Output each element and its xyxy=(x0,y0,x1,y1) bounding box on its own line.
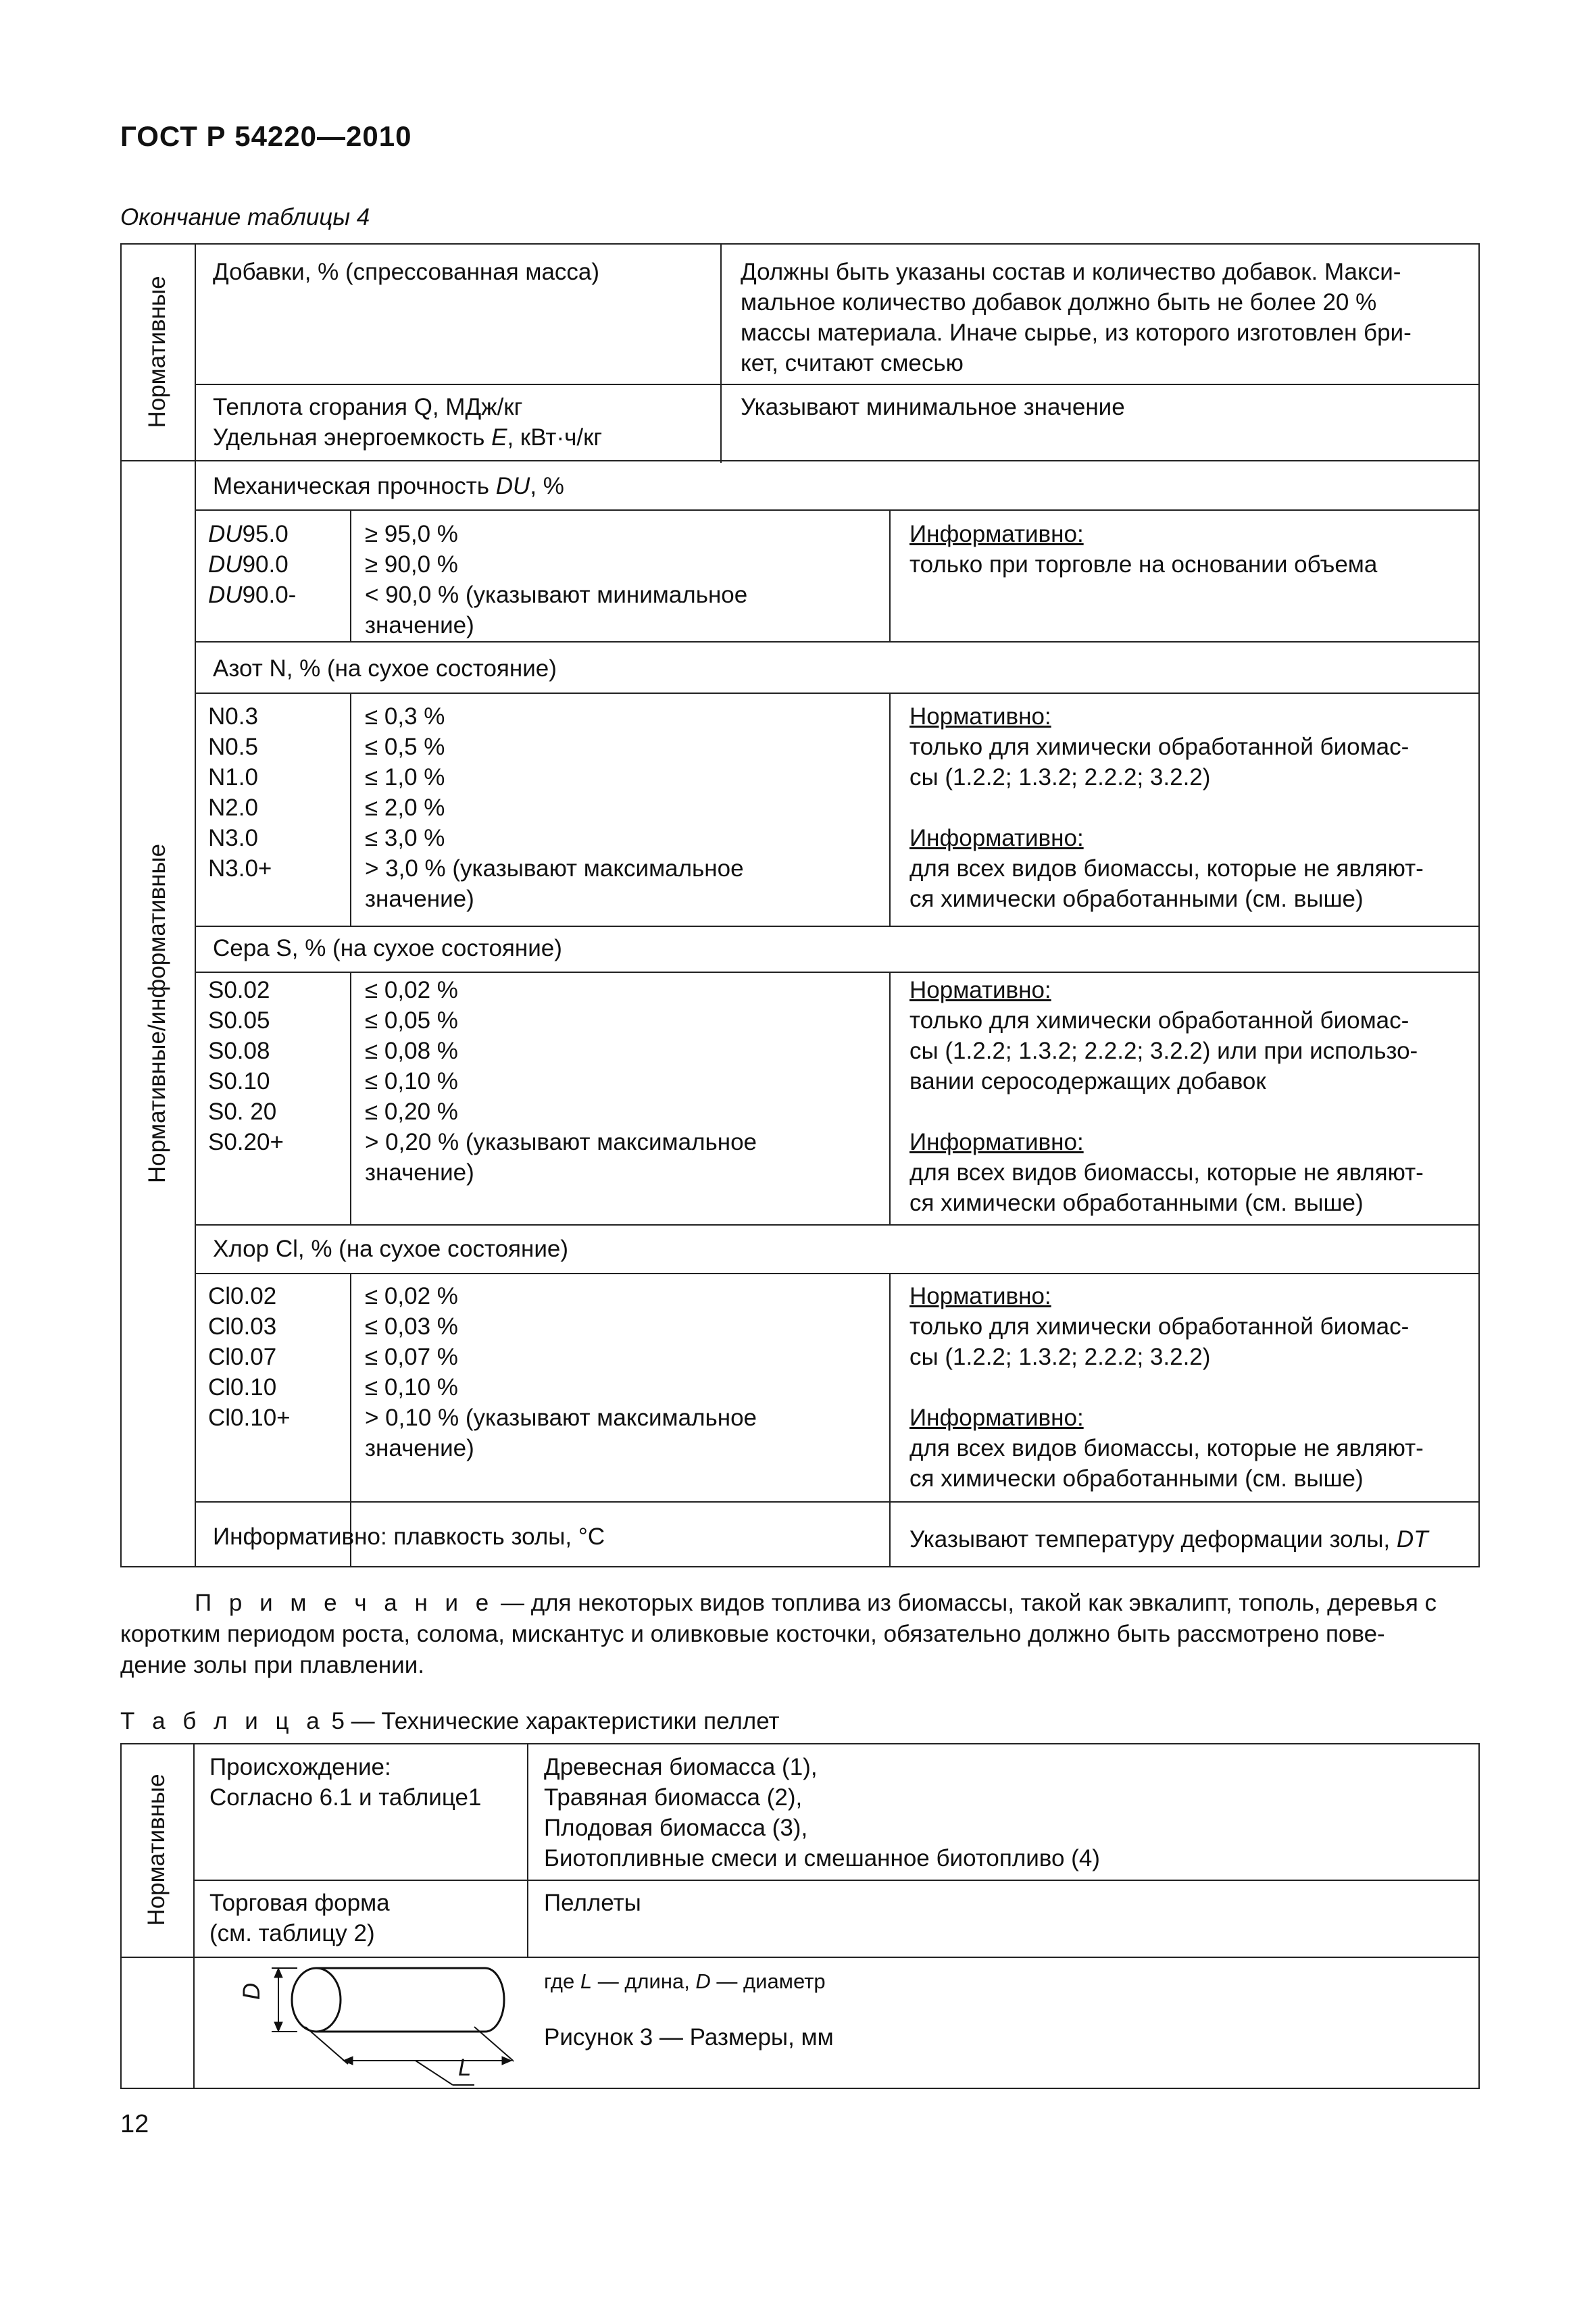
sulfur-value-cont: значение) xyxy=(365,1159,474,1186)
sulfur-code: S0.08 xyxy=(208,1038,270,1064)
durability-class-value: < 90,0 % (указывают минимальное xyxy=(365,582,748,608)
sulfur-code: S0.02 xyxy=(208,977,270,1003)
nitrogen-norm-label: Нормативно: xyxy=(909,703,1051,730)
ash-desc: Указывают температуру деформации золы, DT xyxy=(909,1526,1428,1553)
diameter-label: D xyxy=(239,1982,266,2001)
figure-legend: где L — длина, D — диаметр xyxy=(544,1969,826,1993)
additives-desc-line: кет, считают смесью xyxy=(741,350,964,376)
chlorine-value: ≤ 0,10 % xyxy=(365,1374,458,1401)
chlorine-name: Хлор Cl, % (на сухое состояние) xyxy=(213,1236,569,1262)
figure-caption: Рисунок 3 — Размеры, мм xyxy=(544,2024,834,2051)
chlorine-info-text: ся химически обработанными (см. выше) xyxy=(909,1465,1364,1492)
heat-name-line: Теплота сгорания Q, МДж/кг xyxy=(213,394,523,420)
chlorine-code: Cl0.03 xyxy=(208,1313,277,1340)
nitrogen-name: Азот N, % (на сухое состояние) xyxy=(213,655,557,682)
durability-class-value: ≥ 95,0 % xyxy=(365,521,458,547)
additives-desc-line: Должны быть указаны состав и количество добавок. Макси- xyxy=(741,259,1401,285)
nitrogen-code: N0.5 xyxy=(208,734,258,760)
table-note: П р и м е ч а н и е — для некоторых видов топлива из биомассы, такой как эвкалипт, тополь, деревья с xyxy=(195,1590,1437,1616)
nitrogen-code: N1.0 xyxy=(208,764,258,790)
origin-desc: Древесная биомасса (1), xyxy=(544,1754,818,1780)
nitrogen-norm-text: только для химически обработанной биомас- xyxy=(909,734,1410,760)
sulfur-name: Сера S, % (на сухое состояние) xyxy=(213,935,562,961)
table-note-line: коротким периодом роста, солома, мискантус и оливковые косточки, обязательно должно быть рассмотрено пове- xyxy=(120,1621,1385,1647)
durability-class-value: ≥ 90,0 % xyxy=(365,551,458,578)
sulfur-norm-text: сы (1.2.2; 1.3.2; 2.2.2; 3.2.2) или при использо- xyxy=(909,1038,1418,1064)
nitrogen-norm-text: сы (1.2.2; 1.3.2; 2.2.2; 3.2.2) xyxy=(909,764,1211,790)
chlorine-code: Cl0.10+ xyxy=(208,1405,291,1431)
origin-name: Согласно 6.1 и таблице1 xyxy=(209,1784,482,1811)
nitrogen-info-text: для всех видов биомассы, которые не являют- xyxy=(909,855,1424,882)
chlorine-code: Cl0.10 xyxy=(208,1374,277,1401)
chlorine-norm-text: только для химически обработанной биомас- xyxy=(909,1313,1410,1340)
nitrogen-info-text: ся химически обработанными (см. выше) xyxy=(909,886,1364,912)
section-label-normative: Нормативные xyxy=(144,276,170,428)
form-name: Торговая форма xyxy=(209,1890,390,1916)
nitrogen-code: N3.0 xyxy=(208,825,258,851)
nitrogen-code: N3.0+ xyxy=(208,855,272,882)
sulfur-value: ≤ 0,05 % xyxy=(365,1007,458,1034)
sulfur-norm-text: только для химически обработанной биомас- xyxy=(909,1007,1410,1034)
page-number: 12 xyxy=(120,2110,149,2138)
sulfur-info-label: Информативно: xyxy=(909,1129,1084,1155)
durability-info-label: Информативно: xyxy=(909,521,1084,547)
chlorine-value: > 0,10 % (указывают максимальное xyxy=(365,1405,757,1431)
sulfur-code: S0.05 xyxy=(208,1007,270,1034)
origin-name: Происхождение: xyxy=(209,1754,391,1780)
durability-value-cont: значение) xyxy=(365,612,474,638)
chlorine-value: ≤ 0,02 % xyxy=(365,1283,458,1309)
nitrogen-code: N2.0 xyxy=(208,795,258,821)
sulfur-code: S0. 20 xyxy=(208,1099,277,1125)
sulfur-value: ≤ 0,08 % xyxy=(365,1038,458,1064)
nitrogen-code: N0.3 xyxy=(208,703,258,730)
table-5-caption: Т а б л и ц а 5 — Технические характеристики пеллет xyxy=(120,1708,780,1734)
table-note-line: дение золы при плавлении. xyxy=(120,1652,424,1678)
sulfur-norm-text: вании серосодержащих добавок xyxy=(909,1068,1266,1095)
sulfur-info-text: ся химически обработанными (см. выше) xyxy=(909,1190,1364,1216)
durability-class-code: DU90.0- xyxy=(208,582,297,608)
sulfur-norm-label: Нормативно: xyxy=(909,977,1051,1003)
form-name: (см. таблицу 2) xyxy=(209,1920,375,1946)
nitrogen-info-label: Информативно: xyxy=(909,825,1084,851)
durability-class-code: DU90.0 xyxy=(208,551,289,578)
table-4-caption: Окончание таблицы 4 xyxy=(120,204,370,230)
nitrogen-value: ≤ 3,0 % xyxy=(365,825,445,851)
sulfur-code: S0.10 xyxy=(208,1068,270,1095)
chlorine-value: ≤ 0,07 % xyxy=(365,1344,458,1370)
nitrogen-value: ≤ 1,0 % xyxy=(365,764,445,790)
sulfur-value: ≤ 0,02 % xyxy=(365,977,458,1003)
chlorine-value-cont: значение) xyxy=(365,1435,474,1461)
chlorine-value: ≤ 0,03 % xyxy=(365,1313,458,1340)
origin-desc: Плодовая биомасса (3), xyxy=(544,1815,808,1841)
chlorine-info-label: Информативно: xyxy=(909,1405,1084,1431)
form-desc: Пеллеты xyxy=(544,1890,641,1916)
chlorine-code: Cl0.02 xyxy=(208,1283,277,1309)
sulfur-value: > 0,20 % (указывают максимальное xyxy=(365,1129,757,1155)
chlorine-norm-text: сы (1.2.2; 1.3.2; 2.2.2; 3.2.2) xyxy=(909,1344,1211,1370)
durability-name: Механическая прочность DU, % xyxy=(213,473,564,499)
heat-desc: Указывают минимальное значение xyxy=(741,394,1125,420)
additives-desc-line: массы материала. Иначе сырье, из которого изготовлен бри- xyxy=(741,320,1412,346)
section-label-normative-informative: Нормативные/информативные xyxy=(144,843,170,1184)
nitrogen-value: ≤ 2,0 % xyxy=(365,795,445,821)
nitrogen-value: ≤ 0,3 % xyxy=(365,703,445,730)
length-label: L xyxy=(458,2055,472,2081)
heat-name-line: Удельная энергоемкость E, кВт·ч/кг xyxy=(213,424,603,451)
chlorine-code: Cl0.07 xyxy=(208,1344,277,1370)
nitrogen-value: ≤ 0,5 % xyxy=(365,734,445,760)
origin-desc: Биотопливные смеси и смешанное биотопливо (4) xyxy=(544,1845,1100,1871)
chlorine-info-text: для всех видов биомассы, которые не являют- xyxy=(909,1435,1424,1461)
durability-class-code: DU95.0 xyxy=(208,521,289,547)
ash-name: Информативно: плавкость золы, °С xyxy=(213,1524,605,1550)
additives-name: Добавки, % (спрессованная масса) xyxy=(213,259,600,285)
sulfur-value: ≤ 0,20 % xyxy=(365,1099,458,1125)
nitrogen-value-cont: значение) xyxy=(365,886,474,912)
sulfur-info-text: для всех видов биомассы, которые не являют- xyxy=(909,1159,1424,1186)
table-5-section-label: Нормативные xyxy=(143,1774,170,1926)
nitrogen-value: > 3,0 % (указывают максимальное xyxy=(365,855,744,882)
additives-desc-line: мальное количество добавок должно быть не более 20 % xyxy=(741,289,1377,316)
durability-info-text: только при торговле на основании объема xyxy=(909,551,1378,578)
origin-desc: Травяная биомасса (2), xyxy=(544,1784,803,1811)
document-code: ГОСТ Р 54220—2010 xyxy=(120,120,412,152)
sulfur-code: S0.20+ xyxy=(208,1129,284,1155)
sulfur-value: ≤ 0,10 % xyxy=(365,1068,458,1095)
chlorine-norm-label: Нормативно: xyxy=(909,1283,1051,1309)
